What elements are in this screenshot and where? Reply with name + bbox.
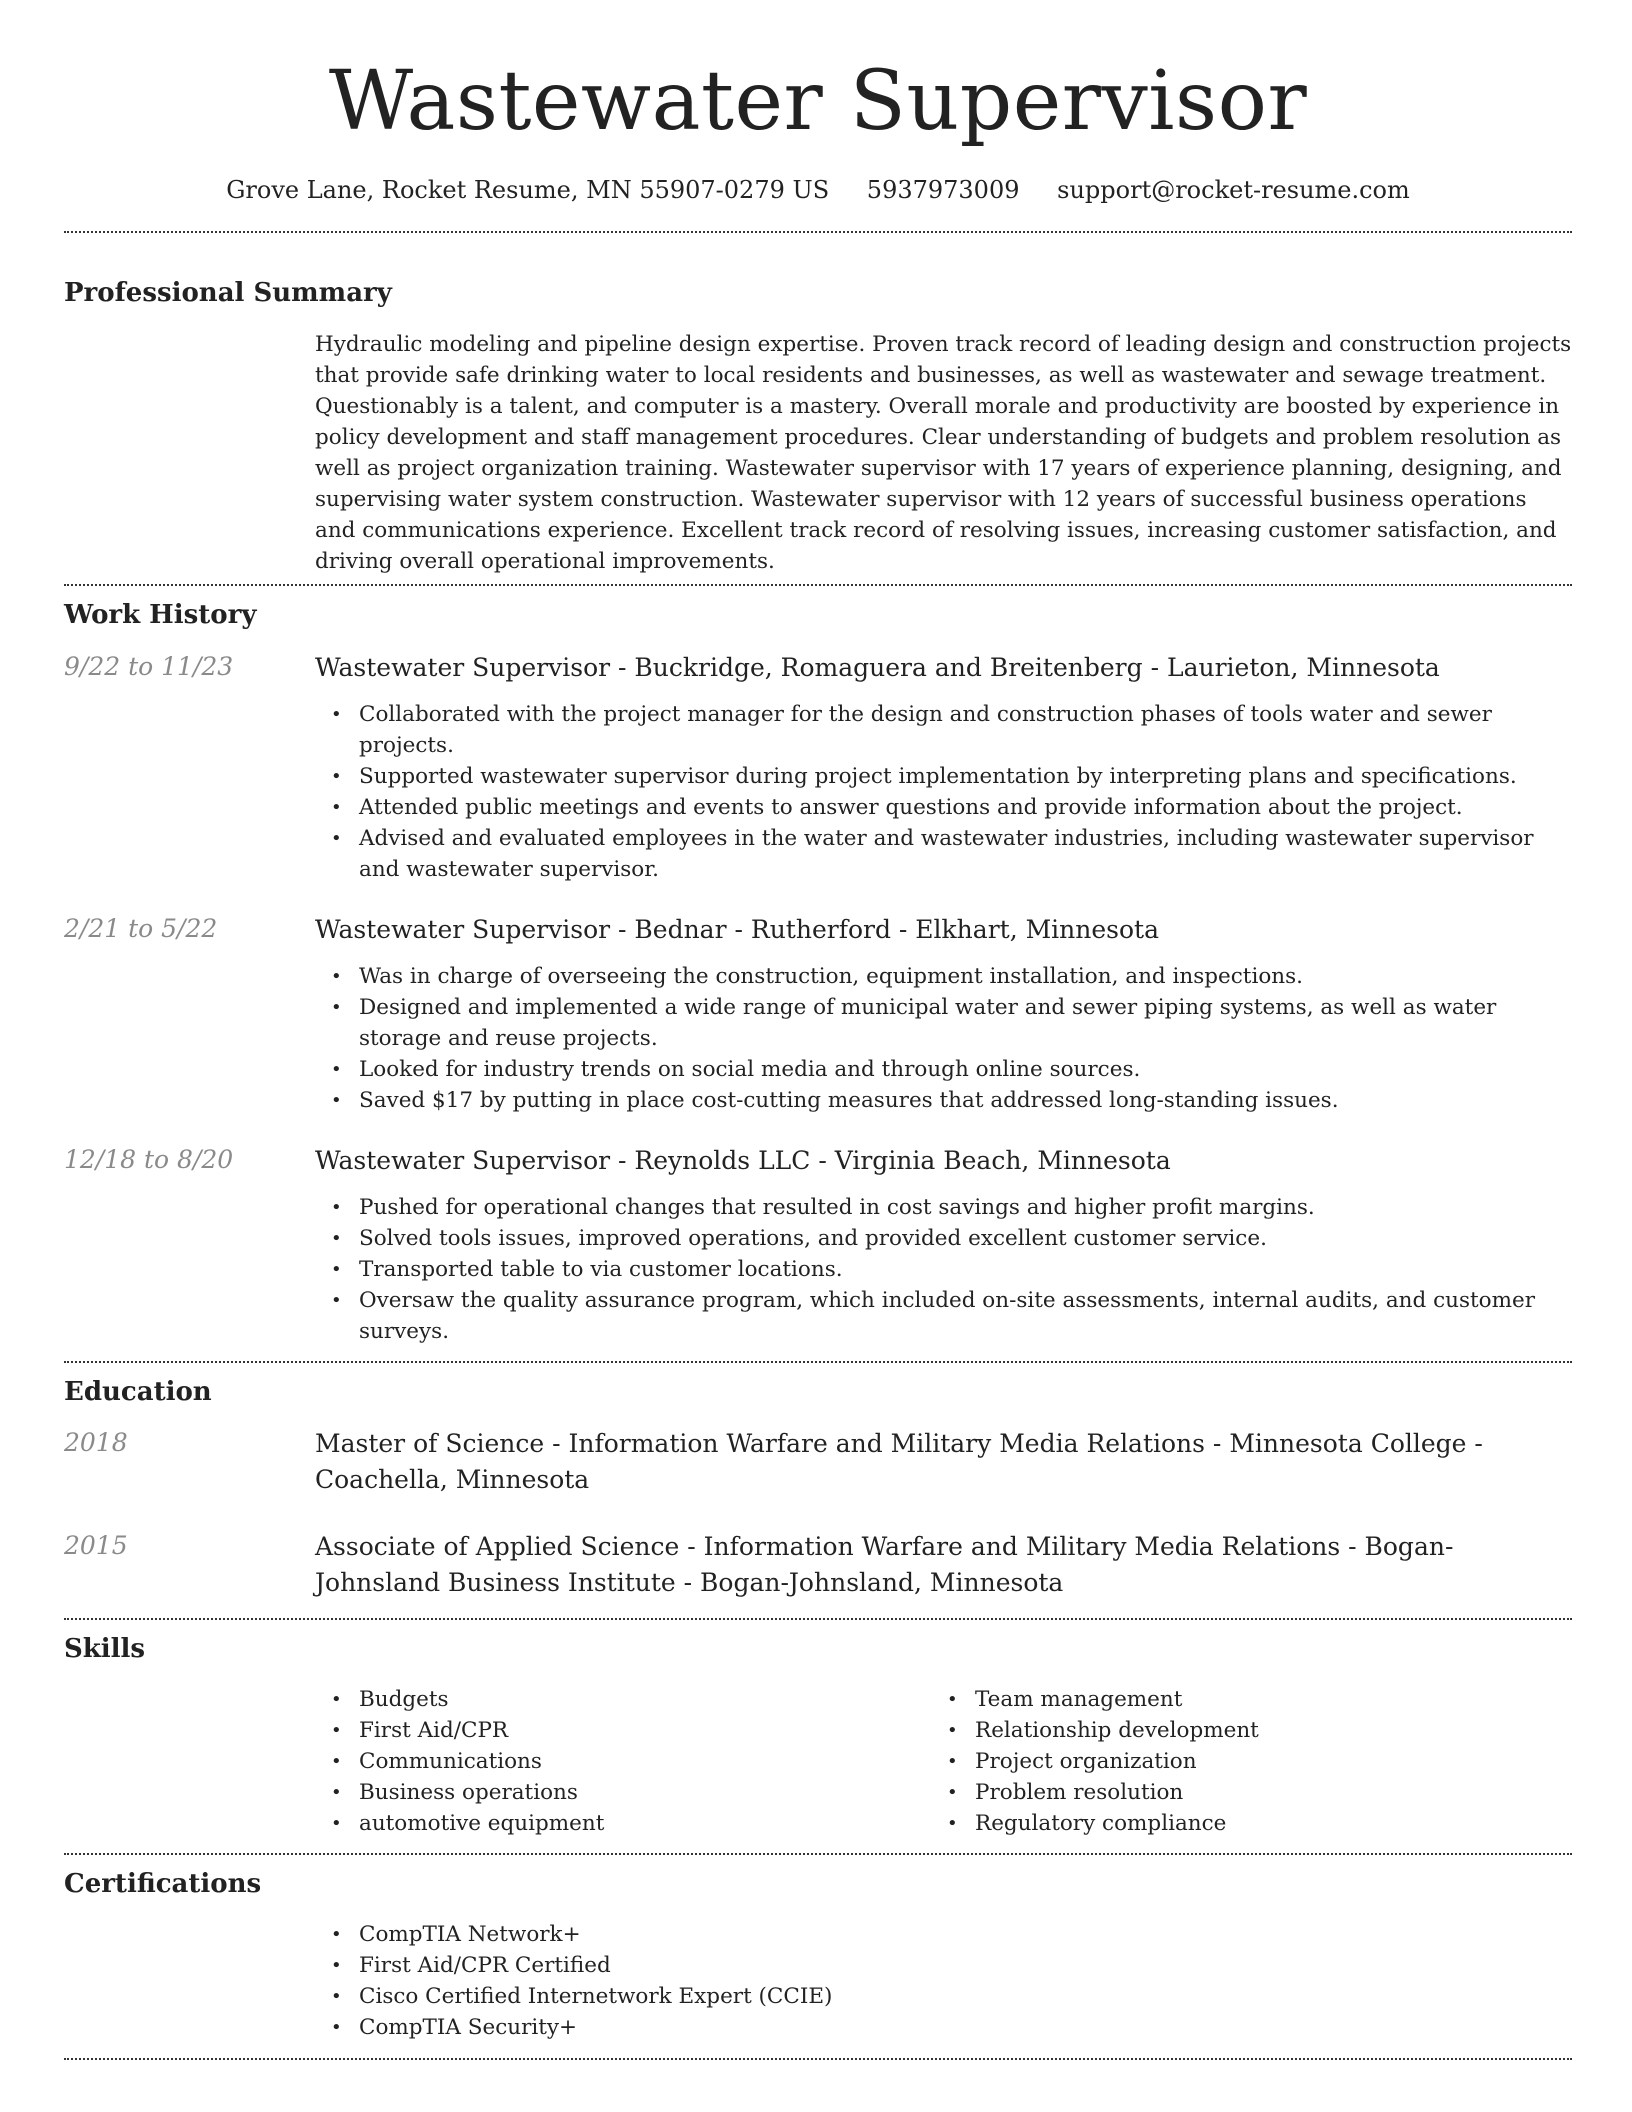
job-heading: Wastewater Supervisor - Reynolds LLC - Virginia Beach, Minnesota (315, 1146, 1171, 1175)
job-bullets (315, 961, 1572, 1116)
resume-page (64, 0, 1572, 2060)
job-entry (64, 650, 1572, 885)
skill-item: • automotive equipment (331, 1808, 931, 1839)
list-item: • Designed and implemented a wide range of municipal water and sewer piping systems, as well as water storage and reuse projects. (331, 992, 1572, 1054)
list-item: • Attended public meetings and events to answer questions and provide information about the project. (331, 792, 1572, 823)
job-bullets (315, 1192, 1572, 1347)
contact-email: support@rocket-resume.com (1057, 176, 1410, 204)
certification-item: • CompTIA Security+ (331, 2012, 1572, 2043)
list-item: • Collaborated with the project manager for the design and construction phases of tools water and sewer projects. (331, 699, 1572, 761)
job-heading: Wastewater Supervisor - Bednar - Rutherford - Elkhart, Minnesota (315, 915, 1160, 944)
list-item: • Saved $17 by putting in place cost-cutting measures that addressed long-standing issues. (331, 1085, 1572, 1116)
contact-line (64, 174, 1572, 206)
certification-item: • First Aid/CPR Certified (331, 1950, 1572, 1981)
list-item: • Supported wastewater supervisor during project implementation by interpreting plans and specifications. (331, 761, 1572, 792)
skill-item: • Team management (947, 1684, 1547, 1715)
job-entry (64, 1143, 1572, 1347)
summary-section (64, 276, 1572, 577)
section-title-certifications: Certifications (64, 1869, 262, 1899)
resume-header (64, 0, 1572, 206)
section-title-summary: Professional Summary (64, 278, 392, 308)
education-year: 2015 (64, 1531, 128, 1560)
education-entry (64, 1426, 1572, 1498)
list-item: • Was in charge of overseeing the construction, equipment installation, and inspections. (331, 961, 1572, 992)
education-year: 2018 (64, 1428, 128, 1457)
list-item: • Looked for industry trends on social media and through online sources. (331, 1054, 1572, 1085)
job-heading: Wastewater Supervisor - Buckridge, Romaguera and Breitenberg - Laurieton, Minnesota (315, 653, 1440, 682)
job-bullets (315, 699, 1572, 885)
education-section (64, 1375, 1572, 1601)
divider (64, 584, 1572, 586)
job-entry (64, 912, 1572, 1116)
skills-column-2 (931, 1684, 1547, 1839)
job-dates: 9/22 to 11/23 (64, 652, 234, 681)
divider (64, 231, 1572, 233)
list-item: • Transported table to via customer locations. (331, 1254, 1572, 1285)
skill-item: • Regulatory compliance (947, 1808, 1547, 1839)
section-title-skills: Skills (64, 1634, 146, 1664)
list-item: • Advised and evaluated employees in the water and wastewater industries, including wastewater supervisor and wastewater supervisor. (331, 823, 1572, 885)
list-item: • Oversaw the quality assurance program, which included on-site assessments, internal audits, and customer surveys. (331, 1285, 1572, 1347)
list-item: • Solved tools issues, improved operations, and provided excellent customer service. (331, 1223, 1572, 1254)
education-heading: Associate of Applied Science - Information Warfare and Military Media Relations - Bogan-Johnsland Business Institute - Bogan-Johnsland, Minnesota (315, 1532, 1454, 1597)
skill-item: • Relationship development (947, 1715, 1547, 1746)
divider (64, 1361, 1572, 1363)
education-entry (64, 1529, 1572, 1601)
skill-item: • Budgets (331, 1684, 931, 1715)
list-item: • Pushed for operational changes that resulted in cost savings and higher profit margins. (331, 1192, 1572, 1223)
contact-address: Grove Lane, Rocket Resume, MN 55907-0279 US (226, 176, 830, 204)
skill-item: • Business operations (331, 1777, 931, 1808)
divider (64, 1853, 1572, 1855)
skills-column-1 (315, 1684, 931, 1839)
skill-item: • Problem resolution (947, 1777, 1547, 1808)
job-dates: 2/21 to 5/22 (64, 914, 218, 943)
skill-item: • Communications (331, 1746, 931, 1777)
education-heading: Master of Science - Information Warfare and Military Media Relations - Minnesota College - Coachella, Minnesota (315, 1429, 1483, 1494)
certifications-list (315, 1919, 1572, 2043)
skill-item: • Project organization (947, 1746, 1547, 1777)
skills-section (64, 1632, 1572, 1839)
section-title-education: Education (64, 1377, 212, 1407)
certifications-section (64, 1867, 1572, 2043)
skill-item: • First Aid/CPR (331, 1715, 931, 1746)
divider (64, 1618, 1572, 1620)
section-title-work-history: Work History (64, 600, 257, 630)
certification-item: • CompTIA Network+ (331, 1919, 1572, 1950)
summary-text: Hydraulic modeling and pipeline design expertise. Proven track record of leading design and construction projects that provide safe drinking water to local residents and businesses, as well as wastewater and sewage treatment. Questionably is a talent, and computer is a mastery. Overall morale and productivity are boosted by experience in policy development and staff management procedures. Clear understanding of budgets and problem resolution as well as project organization training. Wastewater supervisor with 17 years of experience planning, designing, and supervising water system construction. Wastewater supervisor with 12 years of successful business operations and communications experience. Excellent track record of resolving issues, increasing customer satisfaction, and driving overall operational improvements. (315, 332, 1572, 574)
work-history-section (64, 598, 1572, 1347)
contact-phone: 5937973009 (866, 176, 1020, 204)
job-dates: 12/18 to 8/20 (64, 1145, 234, 1174)
candidate-name: Wastewater Supervisor (328, 54, 1308, 149)
certification-item: • Cisco Certified Internetwork Expert (CCIE) (331, 1981, 1572, 2012)
divider (64, 2058, 1572, 2060)
